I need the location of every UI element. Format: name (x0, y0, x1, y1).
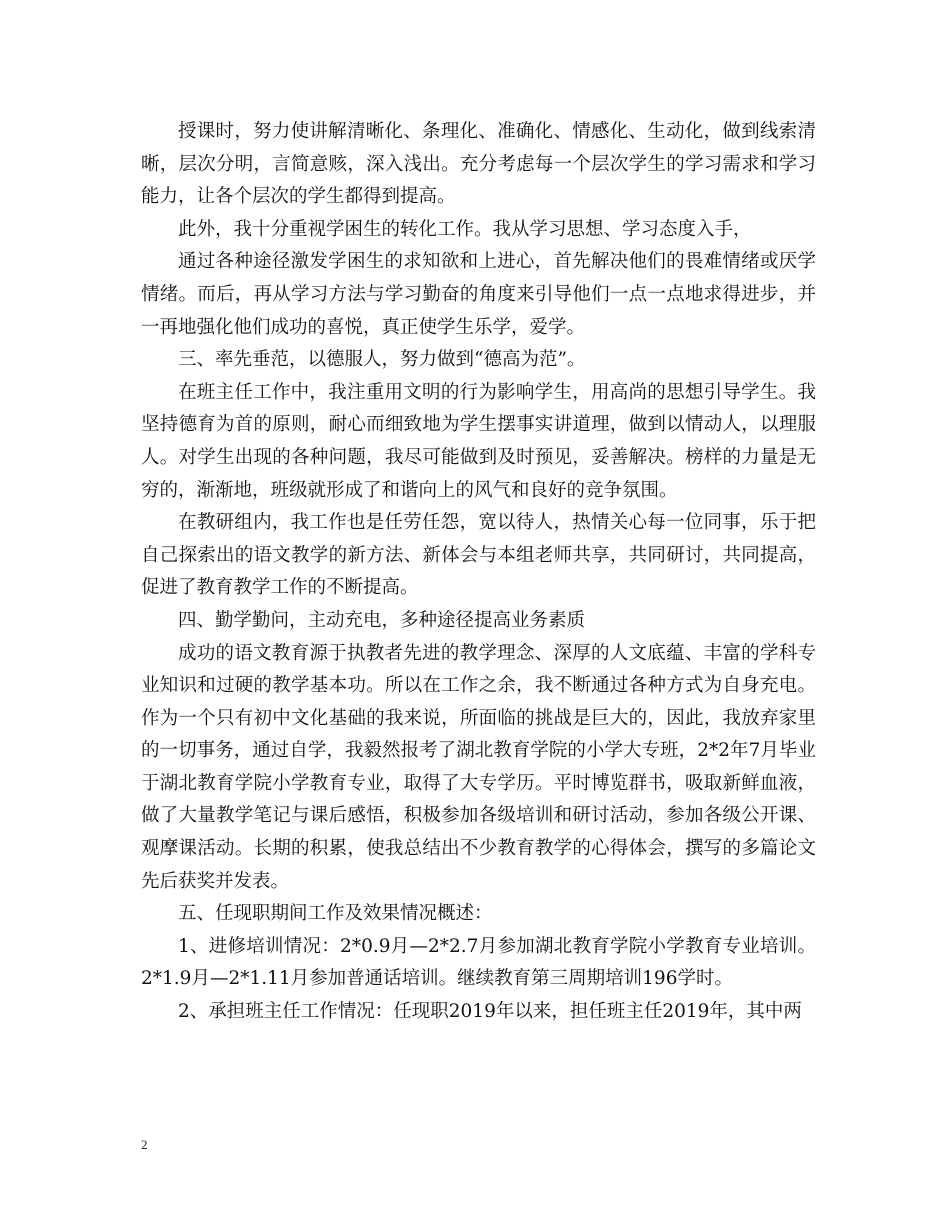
paragraph-struggling-students-intro: 此外，我十分重视学困生的转化工作。我从学习思想、学习态度入手， (178, 218, 752, 240)
section-heading-3: 三、率先垂范，以德服人，努力做到“德高为范”。 (178, 349, 586, 371)
paragraph-class-teacher: 在班主任工作中，我注重用文明的行为影响学生，用高尚的思想引导学生。我坚持德育为首的原则，耐心而细致地为学生摆事实讲道理，做到以情动人，以理服人。对学生出现的各种问题，我尽可能做到及时预见，妥善解决。榜样的力量是无穷的，渐渐地，班级就形成了和谐向上的风气和良好的竞争氛围。 (141, 381, 816, 501)
paragraph-class-teacher-work: 2、承担班主任工作情况：任现职2019年以来，担任班主任2019年，其中两 (178, 1001, 802, 1023)
paragraph-struggling-students-detail: 通过各种途径激发学困生的求知欲和上进心，首先解决他们的畏难情绪或厌学情绪。而后，再从学习方法与学习勤奋的角度来引导他们一点一点地求得进步，并一再地强化他们成功的喜悦，真正使学生乐学，爱学。 (141, 251, 816, 338)
section-heading-5: 五、任现职期间工作及效果情况概述： (178, 903, 493, 925)
section-heading-4: 四、勤学勤问，主动充电，多种途径提高业务素质 (178, 609, 586, 631)
page-number: 2 (141, 1137, 148, 1152)
document-body (141, 116, 816, 1029)
paragraph-teaching-group: 在教研组内，我工作也是任劳任怨，宽以待人，热情关心每一位同事，乐于把自己探索出的语文教学的新方法、新体会与本组老师共享，共同研讨，共同提高，促进了教育教学工作的不断提高。 (141, 512, 816, 599)
paragraph-self-study: 成功的语文教育源于执教者先进的教学理念、深厚的人文底蕴、丰富的学科专业知识和过硬的教学基本功。所以在工作之余，我不断通过各种方式为自身充电。作为一个只有初中文化基础的我来说，所面临的挑战是巨大的，因此，我放弃家里的一切事务，通过自学，我毅然报考了湖北教育学院的小学大专班，2*2年7月毕业于湖北教育学院小学教育专业，取得了大专学历。平时博览群书，吸取新鲜血液，做了大量教学笔记与课后感悟，积极参加各级培训和研讨活动，参加各级公开课、观摩课活动。长期的积累，使我总结出不少教育教学的心得体会，撰写的多篇论文先后获奖并发表。 (141, 642, 816, 892)
paragraph-training: 1、进修培训情况：2*0.9月—2*2.7月参加湖北教育学院小学教育专业培训。2*1.9月—2*1.11月参加普通话培训。继续教育第三周期培训196学时。 (141, 935, 816, 990)
paragraph-teaching-method: 授课时，努力使讲解清晰化、条理化、准确化、情感化、生动化，做到线索清晰，层次分明，言简意赅，深入浅出。充分考虑每一个层次学生的学习需求和学习能力，让各个层次的学生都得到提高。 (141, 121, 816, 208)
